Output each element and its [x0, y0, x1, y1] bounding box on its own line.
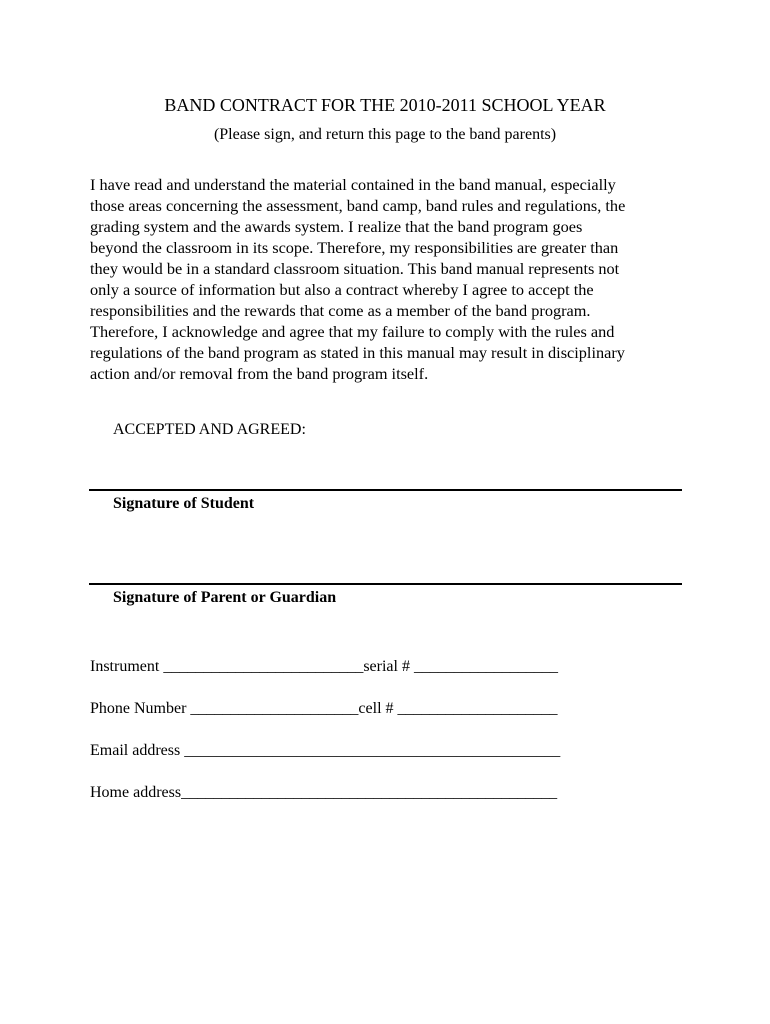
- body-line: those areas concerning the assessment, band camp, band rules and regulations, the: [90, 196, 626, 215]
- page-subtitle: (Please sign, and return this page to the band parents): [213, 126, 557, 143]
- body-line: Therefore, I acknowledge and agree that my failure to comply with the rules and: [90, 322, 615, 341]
- body-line: I have read and understand the material contained in the band manual, especially: [90, 175, 616, 194]
- phone-cell-field[interactable]: Phone Number _____________________cell # ____________________: [90, 700, 558, 717]
- body-line: beyond the classroom in its scope. Therefore, my responsibilities are greater than: [90, 238, 619, 257]
- email-address-field[interactable]: Email address _______________________________________________: [90, 742, 561, 759]
- accepted-agreed-label: ACCEPTED AND AGREED:: [113, 421, 306, 438]
- body-line: they would be in a standard classroom situation. This band manual represents not: [90, 259, 620, 278]
- parent-signature-label: Signature of Parent or Guardian: [113, 589, 337, 606]
- parent-signature-line[interactable]: [89, 583, 682, 585]
- student-signature-line[interactable]: [89, 489, 682, 491]
- body-line: regulations of the band program as stated in this manual may result in disciplinary: [90, 343, 625, 362]
- contract-body: [90, 174, 690, 384]
- body-line: only a source of information but also a contract whereby I agree to accept the: [90, 280, 594, 299]
- home-address-field[interactable]: Home address_______________________________________________: [90, 784, 558, 801]
- page-title: BAND CONTRACT FOR THE 2010-2011 SCHOOL YEAR: [164, 95, 606, 115]
- student-signature-label: Signature of Student: [113, 495, 255, 512]
- body-line: action and/or removal from the band program itself.: [90, 364, 429, 383]
- body-line: responsibilities and the rewards that come as a member of the band program.: [90, 301, 591, 320]
- instrument-serial-field[interactable]: Instrument _________________________serial # __________________: [90, 658, 558, 675]
- body-line: grading system and the awards system. I realize that the band program goes: [90, 217, 583, 236]
